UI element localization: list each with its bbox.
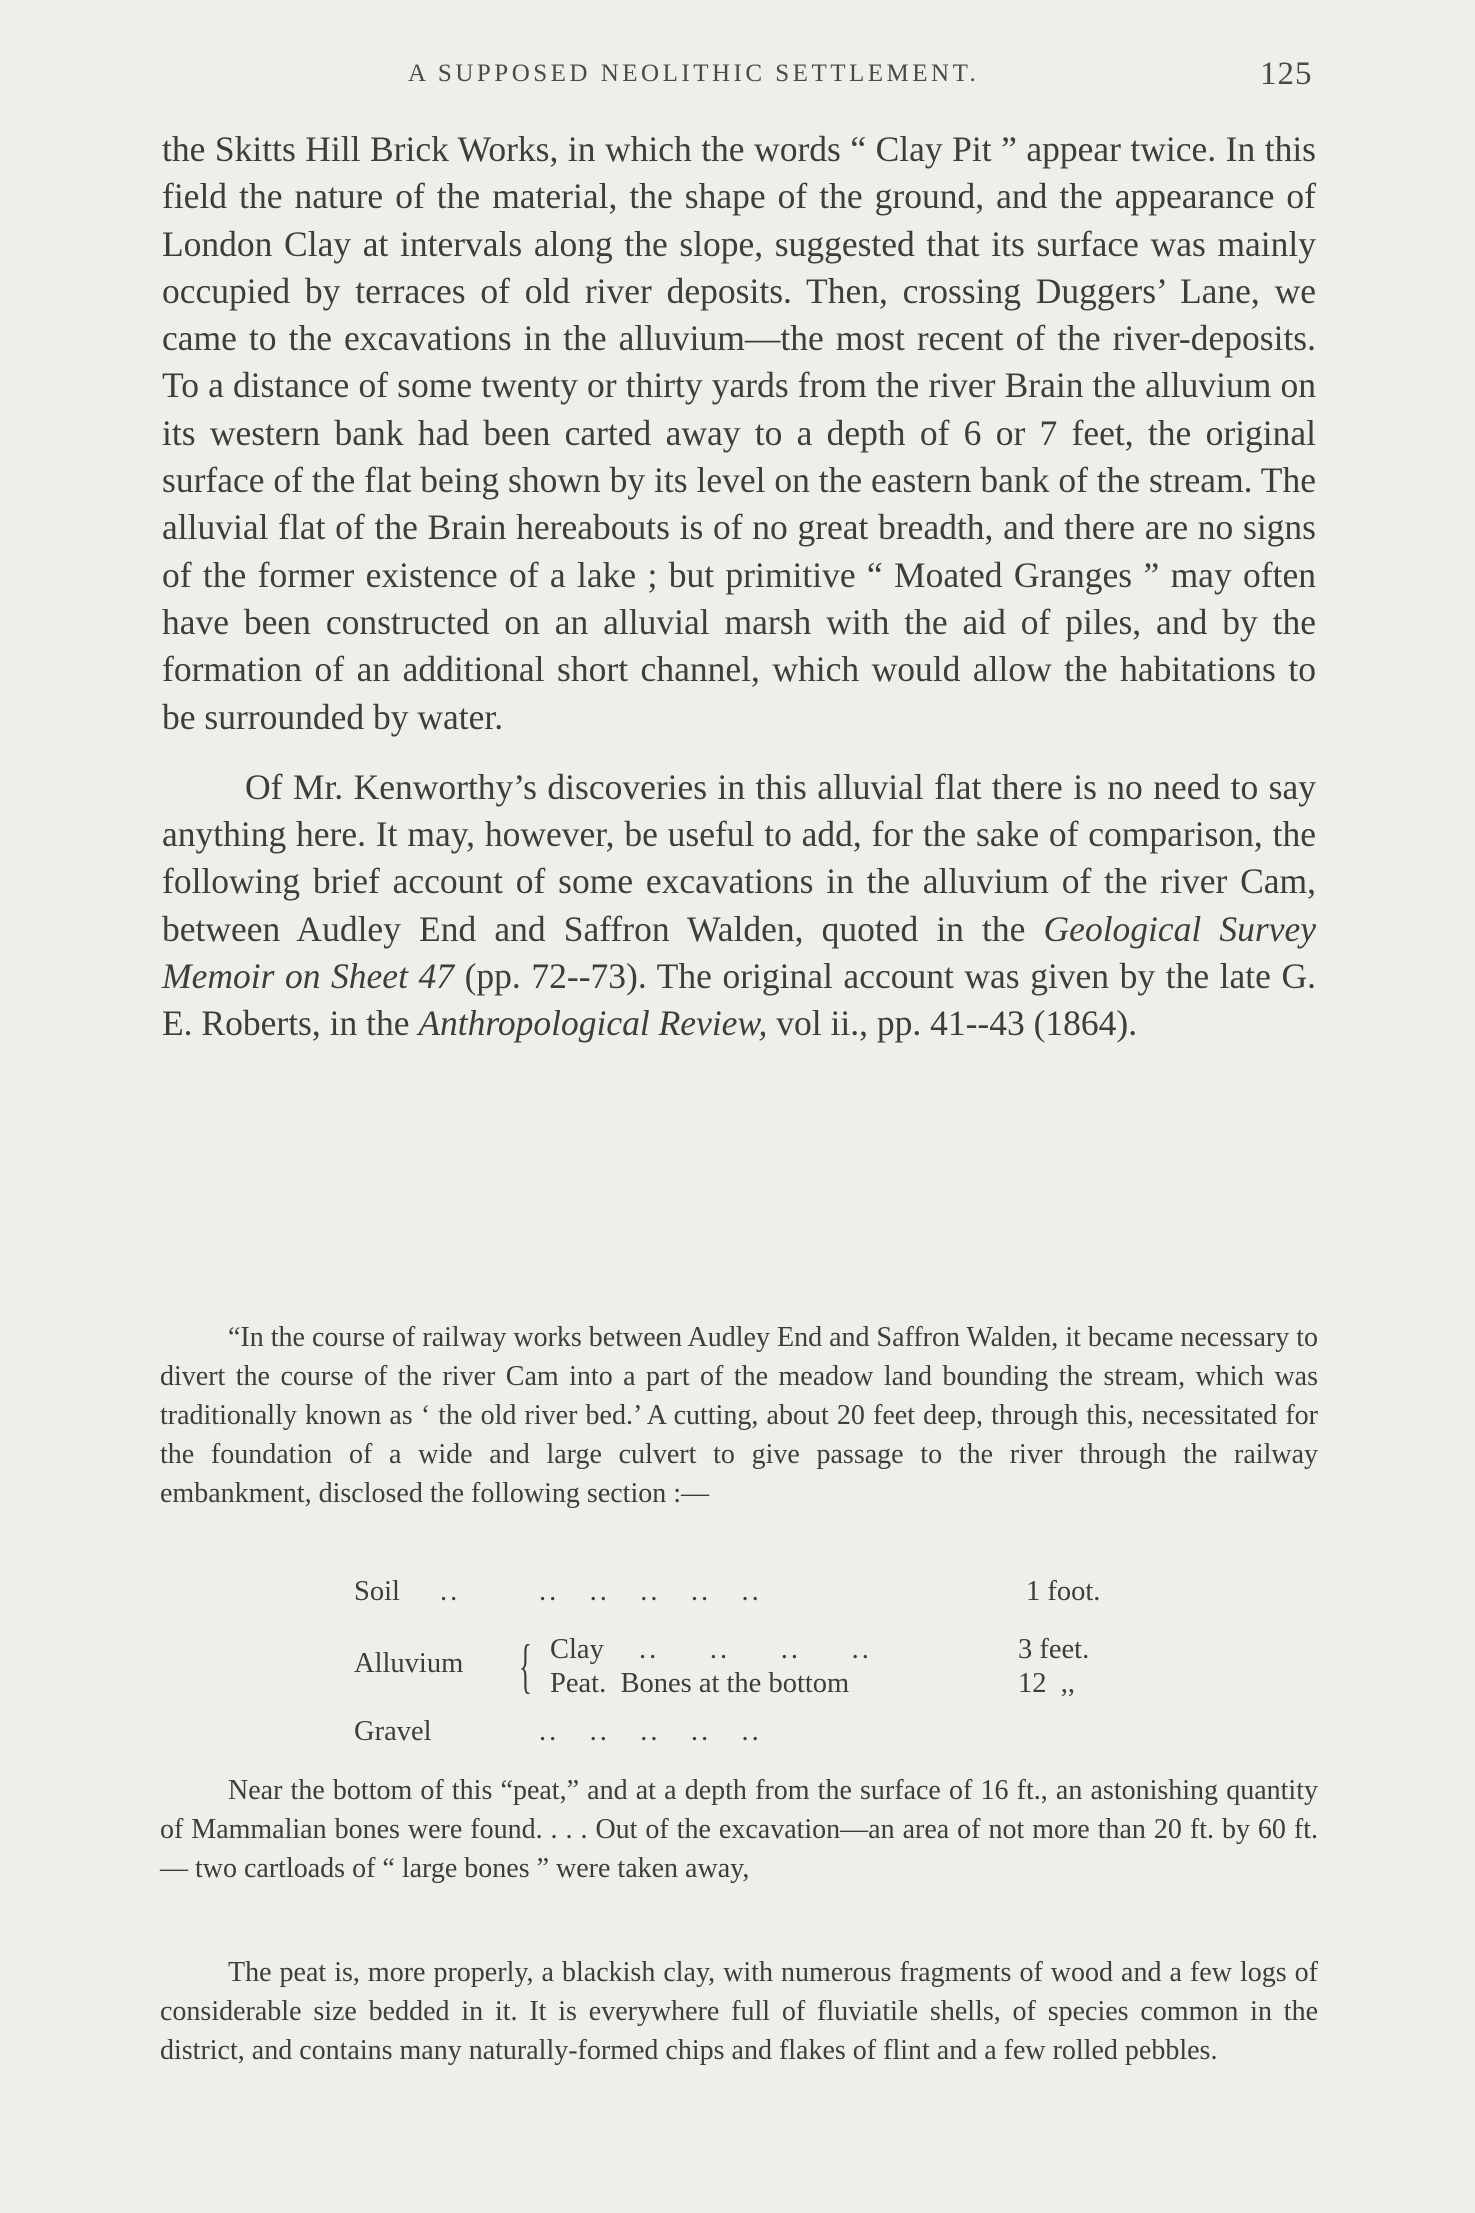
paragraph-2-text-a: Of Mr. Kenworthy’s discoveries in this alluvial flat there is no need to say anything here. It may, however, be useful to add, for the sake of comparison, the following brief account of some excavations in the alluvium of the river Cam, between Audley End and Saffron Walden, quoted in the bbox=[162, 766, 1316, 949]
section-clay-label: Clay bbox=[550, 1634, 604, 1665]
paragraph-2-text-b: (pp. 72--73). The original account was given by the late G. E. Roberts, in the bbox=[162, 956, 1316, 1044]
paragraph-1: the Skitts Hill Brick Works, in which the words “ Clay Pit ” appear twice. In this field the nature of the material, the shape of the ground, and the appearance of London Clay at intervals along the slope, suggested that its surface was mainly occupied by terraces of old river deposits. Then, crossing Duggers’ Lane, we came to the excavations in the alluvium—the most recent of the river-deposits. To a distance of some twenty or thirty yards from the river Brain the alluvium on its western bank had been carted away to a depth of 6 or 7 feet, the original surface of the flat being shown by its level on the eastern bank of the stream. The alluvial flat of the Brain hereabouts is of no great breadth, and there are no signs of the former existence of a lake ; but primitive “ Moated Granges ” may often have been constructed on an alluvial marsh with the aid of piles, and by the formation of an additional short channel, which would allow the habitations to be surrounded by water. bbox=[162, 129, 1316, 737]
section-soil-label: Soil bbox=[354, 1576, 400, 1607]
citation-anthropological-review: Anthropological Review, bbox=[418, 1003, 768, 1044]
section-soil-dots-a: .. bbox=[440, 1576, 461, 1607]
section-brace: { bbox=[519, 1633, 532, 1699]
section-clay-value: 3 feet. bbox=[1018, 1634, 1090, 1665]
section-soil-dots-b: .. .. .. .. .. bbox=[539, 1576, 762, 1607]
section-peat-value: 12 ,, bbox=[1018, 1668, 1075, 1699]
geological-section-table bbox=[354, 1576, 1154, 1776]
page-number: 125 bbox=[1260, 56, 1313, 92]
section-clay-dots: .. .. .. .. bbox=[639, 1634, 872, 1665]
paragraph-2-text-c: vol ii., pp. 41--43 (1864). bbox=[776, 1003, 1138, 1044]
quote-paragraph-2: Near the bottom of this “peat,” and at a depth from the surface of 16 ft., an astonishing quantity of Mammalian bones were found. . . . Out of the excavation—an area of not more than 20 ft. by 60 ft. — two cartloads of “ large bones ” were taken away, bbox=[160, 1775, 1318, 1884]
section-gravel-label: Gravel bbox=[354, 1716, 432, 1747]
section-soil-value: 1 foot. bbox=[1026, 1576, 1101, 1607]
citation-survey-memoir: Geological Survey Memoir on Sheet 47 bbox=[162, 908, 1316, 997]
quote-paragraph-3: The peat is, more properly, a blackish clay, with numerous fragments of wood and a few logs of considerable size bedded in it. It is everywhere full of fluviatile shells, of species common in the district, and contains many naturally-formed chips and flakes of flint and a few rolled pebbles. bbox=[160, 1957, 1318, 2066]
paragraph-2 bbox=[162, 764, 1316, 1048]
main-text bbox=[162, 126, 1316, 1048]
block-quote bbox=[160, 1318, 1318, 1513]
quote-paragraph-1: “In the course of railway works between Audley End and Saffron Walden, it became necessary to divert the course of the river Cam into a part of the meadow land bounding the stream, which was traditionally known as ‘ the old river bed.’ A cutting, about 20 feet deep, through this, necessitated for the foundation of a wide and large culvert to give passage to the river through the railway embankment, disclosed the following section :— bbox=[160, 1322, 1318, 1509]
section-peat-label: Peat. Bones at the bottom bbox=[550, 1668, 850, 1699]
section-alluvium-label: Alluvium bbox=[354, 1648, 464, 1679]
running-title: A SUPPOSED NEOLITHIC SETTLEMENT. bbox=[408, 60, 980, 87]
running-head bbox=[0, 56, 1475, 96]
section-gravel-dots: .. .. .. .. .. bbox=[539, 1716, 762, 1747]
